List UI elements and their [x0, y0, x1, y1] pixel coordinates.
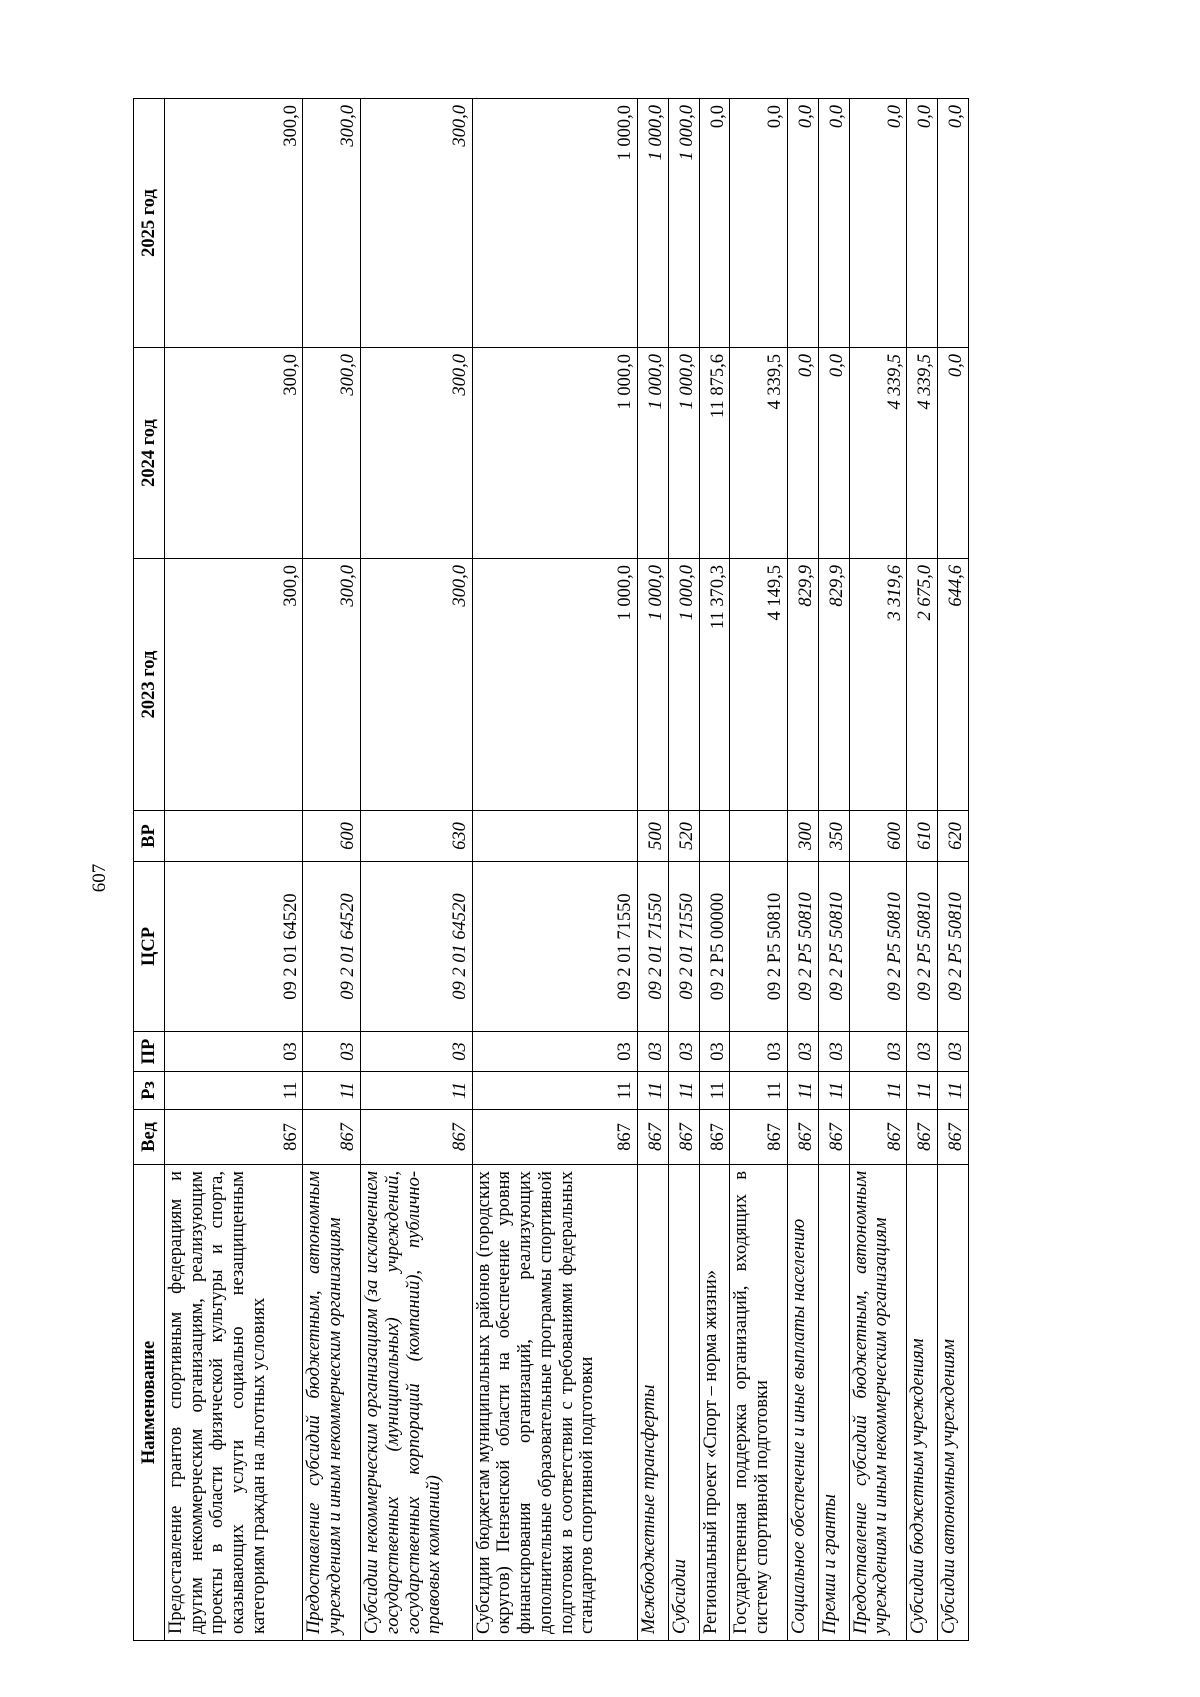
cell-2023: 829,9: [818, 559, 849, 811]
cell-vr: [472, 811, 637, 862]
table-body: [165, 99, 969, 1641]
header-2024: 2024 год: [134, 348, 165, 559]
cell-2023: 829,9: [788, 559, 819, 811]
table-row: [472, 99, 637, 1641]
cell-2025: 0,0: [730, 99, 788, 348]
cell-2023: 3 319,6: [849, 559, 907, 811]
cell-name: Премии и гранты: [818, 1165, 849, 1641]
cell-2023: 2 675,0: [907, 559, 938, 811]
cell-name: Предоставление грантов спортивным федерациям и другим некоммерческим организациям, реализующим проекты в области физической культуры и спорта, оказывающих услуги социально незащищенным категориям граждан на льготных условиях: [165, 1165, 303, 1641]
table-row: [730, 99, 788, 1641]
cell-rz: 11: [303, 1072, 361, 1110]
cell-2024: 0,0: [818, 348, 849, 559]
cell-name: Государственная поддержка организаций, входящих в систему спортивной подготовки: [730, 1165, 788, 1641]
cell-rz: 11: [938, 1072, 969, 1110]
cell-name: Межбюджетные трансферты: [637, 1165, 668, 1641]
cell-2025: 0,0: [699, 99, 730, 348]
cell-2025: 300,0: [361, 99, 473, 348]
cell-2024: 1 000,0: [472, 348, 637, 559]
cell-rz: 11: [788, 1072, 819, 1110]
cell-2024: 0,0: [938, 348, 969, 559]
cell-2025: 0,0: [907, 99, 938, 348]
cell-rz: 11: [699, 1072, 730, 1110]
cell-name: Предоставление субсидий бюджетным, автономным учреждениям и иным некоммерческим организациям: [849, 1165, 907, 1641]
cell-2023: 300,0: [165, 559, 303, 811]
cell-name: Субсидии некоммерческим организациям (за исключением государственных (муниципальных) учреждений, государственных корпораций (компаний), публично-правовых компаний): [361, 1165, 473, 1641]
budget-table: [133, 98, 969, 1641]
cell-rz: 11: [818, 1072, 849, 1110]
cell-csr: 09 2 P5 00000: [699, 862, 730, 1032]
cell-csr: 09 2 01 71550: [668, 862, 699, 1032]
cell-2025: 1 000,0: [668, 99, 699, 348]
page-number: 607: [89, 863, 110, 893]
cell-csr: 09 2 01 64520: [361, 862, 473, 1032]
cell-2023: 1 000,0: [472, 559, 637, 811]
cell-ved: 867: [472, 1110, 637, 1165]
cell-ved: 867: [788, 1110, 819, 1165]
cell-2024: 0,0: [788, 348, 819, 559]
table-row: [938, 99, 969, 1641]
cell-pr: 03: [818, 1032, 849, 1072]
table-row: [165, 99, 303, 1641]
cell-rz: 11: [907, 1072, 938, 1110]
cell-ved: 867: [165, 1110, 303, 1165]
cell-csr: 09 2 P5 50810: [788, 862, 819, 1032]
cell-vr: [730, 811, 788, 862]
table-row: [303, 99, 361, 1641]
cell-2025: 0,0: [788, 99, 819, 348]
header-name: Наименование: [134, 1165, 165, 1641]
cell-2023: 644,6: [938, 559, 969, 811]
cell-2025: 1 000,0: [637, 99, 668, 348]
cell-pr: 03: [849, 1032, 907, 1072]
cell-pr: 03: [730, 1032, 788, 1072]
header-csr: ЦСР: [134, 862, 165, 1032]
cell-ved: 867: [637, 1110, 668, 1165]
header-ved: Вед: [134, 1110, 165, 1165]
cell-2023: 300,0: [303, 559, 361, 811]
cell-rz: 11: [849, 1072, 907, 1110]
table-row: [668, 99, 699, 1641]
table-row: [849, 99, 907, 1641]
cell-name: Субсидии бюджетным учреждениям: [907, 1165, 938, 1641]
header-2025: 2025 год: [134, 99, 165, 348]
cell-rz: 11: [637, 1072, 668, 1110]
cell-name: Предоставление субсидий бюджетным, автономным учреждениям и иным некоммерческим организациям: [303, 1165, 361, 1641]
cell-name: Субсидии бюджетам муниципальных районов (городских округов) Пензенской области на обеспечение уровня финансирования организаций, реализующих дополнительные образовательные программы спортивной подготовки в соответствии с требованиями федеральных стандартов спортивной подготовки: [472, 1165, 637, 1641]
table-row: [361, 99, 473, 1641]
cell-vr: 520: [668, 811, 699, 862]
cell-ved: 867: [730, 1110, 788, 1165]
table-row: [907, 99, 938, 1641]
cell-pr: 03: [637, 1032, 668, 1072]
cell-2023: 300,0: [361, 559, 473, 811]
cell-pr: 03: [788, 1032, 819, 1072]
cell-2025: 0,0: [849, 99, 907, 348]
cell-vr: [699, 811, 730, 862]
cell-name: Субсидии автономным учреждениям: [938, 1165, 969, 1641]
table-header-row: [134, 99, 165, 1641]
cell-name: Субсидии: [668, 1165, 699, 1641]
table-row: [818, 99, 849, 1641]
header-pr: ПР: [134, 1032, 165, 1072]
cell-ved: 867: [849, 1110, 907, 1165]
cell-2024: 4 339,5: [907, 348, 938, 559]
cell-vr: 620: [938, 811, 969, 862]
cell-2024: 4 339,5: [730, 348, 788, 559]
cell-rz: 11: [472, 1072, 637, 1110]
header-2023: 2023 год: [134, 559, 165, 811]
cell-2024: 4 339,5: [849, 348, 907, 559]
cell-2024: 1 000,0: [637, 348, 668, 559]
cell-csr: 09 2 01 71550: [472, 862, 637, 1032]
cell-vr: 610: [907, 811, 938, 862]
cell-csr: 09 2 01 71550: [637, 862, 668, 1032]
cell-2025: 300,0: [165, 99, 303, 348]
cell-pr: 03: [668, 1032, 699, 1072]
cell-pr: 03: [303, 1032, 361, 1072]
cell-rz: 11: [361, 1072, 473, 1110]
cell-vr: 600: [849, 811, 907, 862]
cell-2024: 1 000,0: [668, 348, 699, 559]
cell-ved: 867: [303, 1110, 361, 1165]
cell-2025: 0,0: [938, 99, 969, 348]
cell-csr: 09 2 P5 50810: [818, 862, 849, 1032]
cell-name: Региональный проект «Спорт – норма жизни»: [699, 1165, 730, 1641]
table-row: [788, 99, 819, 1641]
cell-pr: 03: [699, 1032, 730, 1072]
cell-pr: 03: [472, 1032, 637, 1072]
cell-ved: 867: [818, 1110, 849, 1165]
cell-name: Социальное обеспечение и иные выплаты населению: [788, 1165, 819, 1641]
table-row: [699, 99, 730, 1641]
cell-ved: 867: [938, 1110, 969, 1165]
cell-csr: 09 2 P5 50810: [730, 862, 788, 1032]
table-row: [637, 99, 668, 1641]
cell-vr: 500: [637, 811, 668, 862]
header-vr: ВР: [134, 811, 165, 862]
cell-csr: 09 2 01 64520: [165, 862, 303, 1032]
budget-table-rotated: [133, 99, 969, 1641]
cell-vr: 600: [303, 811, 361, 862]
cell-2025: 1 000,0: [472, 99, 637, 348]
cell-vr: 350: [818, 811, 849, 862]
cell-rz: 11: [165, 1072, 303, 1110]
cell-2025: 0,0: [818, 99, 849, 348]
cell-pr: 03: [907, 1032, 938, 1072]
cell-csr: 09 2 P5 50810: [849, 862, 907, 1032]
cell-vr: 300: [788, 811, 819, 862]
cell-ved: 867: [699, 1110, 730, 1165]
cell-ved: 867: [907, 1110, 938, 1165]
cell-vr: 630: [361, 811, 473, 862]
cell-rz: 11: [668, 1072, 699, 1110]
cell-rz: 11: [730, 1072, 788, 1110]
cell-vr: [165, 811, 303, 862]
cell-2024: 11 875,6: [699, 348, 730, 559]
cell-csr: 09 2 P5 50810: [938, 862, 969, 1032]
cell-2023: 11 370,3: [699, 559, 730, 811]
cell-2024: 300,0: [165, 348, 303, 559]
cell-ved: 867: [668, 1110, 699, 1165]
cell-csr: 09 2 01 64520: [303, 862, 361, 1032]
cell-2024: 300,0: [303, 348, 361, 559]
cell-2024: 300,0: [361, 348, 473, 559]
cell-2023: 1 000,0: [637, 559, 668, 811]
cell-2023: 1 000,0: [668, 559, 699, 811]
header-rz: Рз: [134, 1072, 165, 1110]
cell-2025: 300,0: [303, 99, 361, 348]
cell-ved: 867: [361, 1110, 473, 1165]
cell-csr: 09 2 P5 50810: [907, 862, 938, 1032]
cell-pr: 03: [361, 1032, 473, 1072]
cell-2023: 4 149,5: [730, 559, 788, 811]
cell-pr: 03: [938, 1032, 969, 1072]
cell-pr: 03: [165, 1032, 303, 1072]
